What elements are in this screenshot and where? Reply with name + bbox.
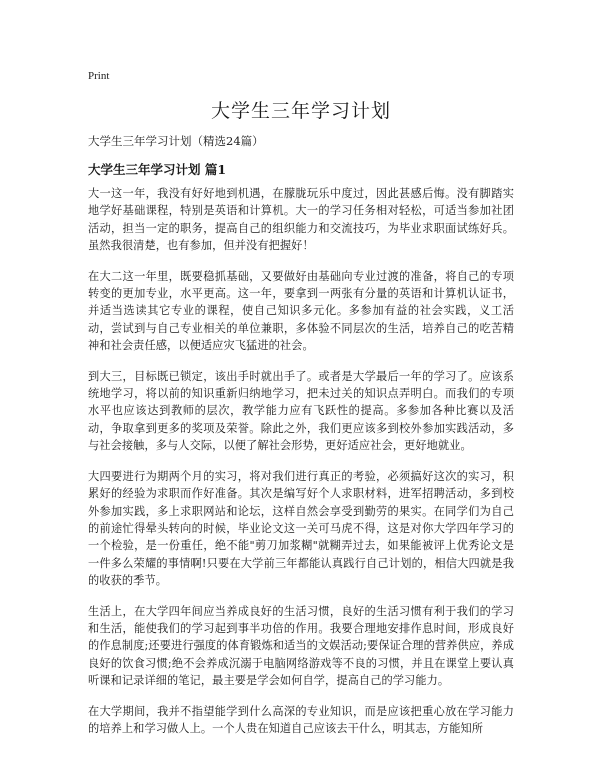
paragraph-2: 在大二这一年里，既要稳抓基础，又要做好由基础向专业过渡的准备，将自己的专项转变的更加专业，水平更高。这一年，要拿到一两张有分量的英语和计算机认证书，并适当选读其它专业的课程，使自己知识多元化。多参加有益的社会实践，义工活动，尝试到与自己专业相关的单位兼职，多体验不同层次的生活，培养自己的吃苦精神和社会责任感，以便适应灾飞猛进的社会。 xyxy=(88,269,514,353)
paragraph-3: 到大三，目标既已锁定，该出手时就出手了。或者是大学最后一年的学习了。应该系统地学习，将以前的知识重新归纳地学习，把未过关的知识点弄明白。而我们的专项水平也应该达到教师的层次，教学能力应有飞跃性的提高。多参加各种比赛以及活动，争取拿到更多的奖项及荣誉。除此之外，我们更应该多到校外参加实践活动，多与社会接触，多与人交际，以便了解社会形势，更好适应社会，更好地就业。 xyxy=(88,369,514,453)
paragraph-6: 在大学期间，我并不指望能学到什么高深的专业知识，而是应该把重心放在学习能力的培养上和学习做人上。一个人贵在知道自己应该去干什么，明其志，方能知所 xyxy=(88,704,514,735)
document-subtitle: 大学生三年学习计划（精选24篇） xyxy=(88,134,264,148)
paragraph-5: 生活上，在大学四年间应当养成良好的生活习惯，良好的生活习惯有利于我们的学习和生活，能使我们的学习起到事半功倍的作用。我要合理地安排作息时间，形成良好的作息制度;还要进行强度的体育锻炼和适当的文娱活动;要保证合理的营养供应，养成良好的饮食习惯;绝不会养成沉溺于电脑网络游戏等不良的习惯，并且在课堂上要认真听课和记录详细的笔记，最主要是学会如何自学，提高自己的学习能力。 xyxy=(88,604,514,688)
section-heading: 大学生三年学习计划 篇1 xyxy=(88,162,227,177)
document-title: 大学生三年学习计划 xyxy=(210,100,391,122)
body-text xyxy=(88,185,514,750)
print-label[interactable]: Print xyxy=(88,70,110,82)
paragraph-1: 大一这一年，我没有好好地到机遇，在朦胧玩乐中度过，因此甚感后悔。没有脚踏实地学好基础课程，特别是英语和计算机。大一的学习任务相对轻松，可适当参加社团活动，担当一定的职务，提高自己的组织能力和交流技巧，为毕业求职面试练好兵。虽然我很清楚，也有参加，但并没有把握好！ xyxy=(88,187,514,253)
paragraph-4: 大四要进行为期两个月的实习，将对我们进行真正的考验，必须搞好这次的实习，积累好的经验为求职而作好准备。其次是编写好个人求职材料，进军招聘活动，多到校外参加实践，多上求职网站和论坛，这样自然会享受到勤劳的果实。在同学们为自己的前途忙得晕头转向的时候，毕业论文这一关可马虎不得，这是对你大学四年学习的一个检验，是一份重任，绝不能"剪刀加浆糊"就糊弄过去，如果能被评上优秀论文是一件多么荣耀的事情啊!只要在大学前三年都能认真践行自己计划的，相信大四就是我的收获的季节。 xyxy=(88,469,514,588)
